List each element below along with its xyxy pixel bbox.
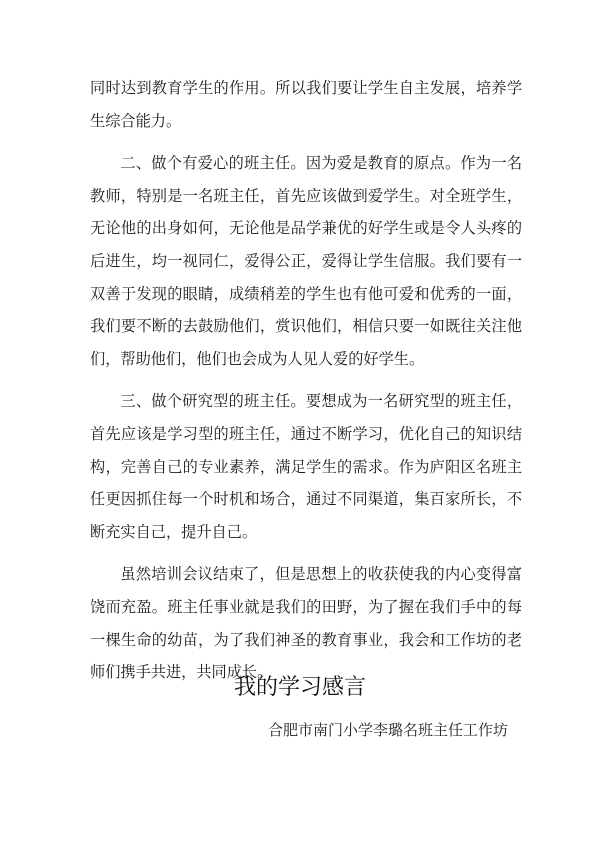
author-line: 合肥市南门小学李璐名班主任工作坊	[267, 721, 508, 739]
paragraph-research-teacher: 三、做个研究型的班主任。要想成为一名研究型的班主任，首先应该是学习型的班主任，通过不断学习，优化自己的知识结构，完善自己的专业素养，满足学生的需求。作为庐阳区名班主任更因抓住每一个时机和场合，通过不同渠道，集百家所长，不断充实自己，提升自己。	[90, 392, 522, 541]
paragraph-caring-teacher: 二、做个有爱心的班主任。因为爱是教育的原点。作为一名教师，特别是一名班主任，首先应该做到爱学生。对全班学生，无论他的出身如何，无论他是品学兼优的好学生或是令人头疼的后进生，均一视同仁，爱得公正，爱得让学生信服。我们要有一双善于发现的眼睛，成绩稍差的学生也有他可爱和优秀的一面，我们要不断的去鼓励他们，赏识他们，相信只要一如既往关注他们，帮助他们，他们也会成为人见人爱的好学生。	[90, 154, 522, 368]
paragraph-continuation: 同时达到教育学生的作用。所以我们要让学生自主发展，培养学生综合能力。	[90, 79, 522, 130]
article-body	[90, 72, 522, 699]
section-title: 我的学习感言	[233, 675, 366, 700]
paragraph-conclusion: 虽然培训会议结束了，但是思想上的收获使我的内心变得富饶而充盈。班主任事业就是我们的田野，为了握在我们手中的每一棵生命的幼苗，为了我们神圣的教育事业，我会和工作坊的老师们携手共进，共同成长。	[90, 565, 522, 682]
